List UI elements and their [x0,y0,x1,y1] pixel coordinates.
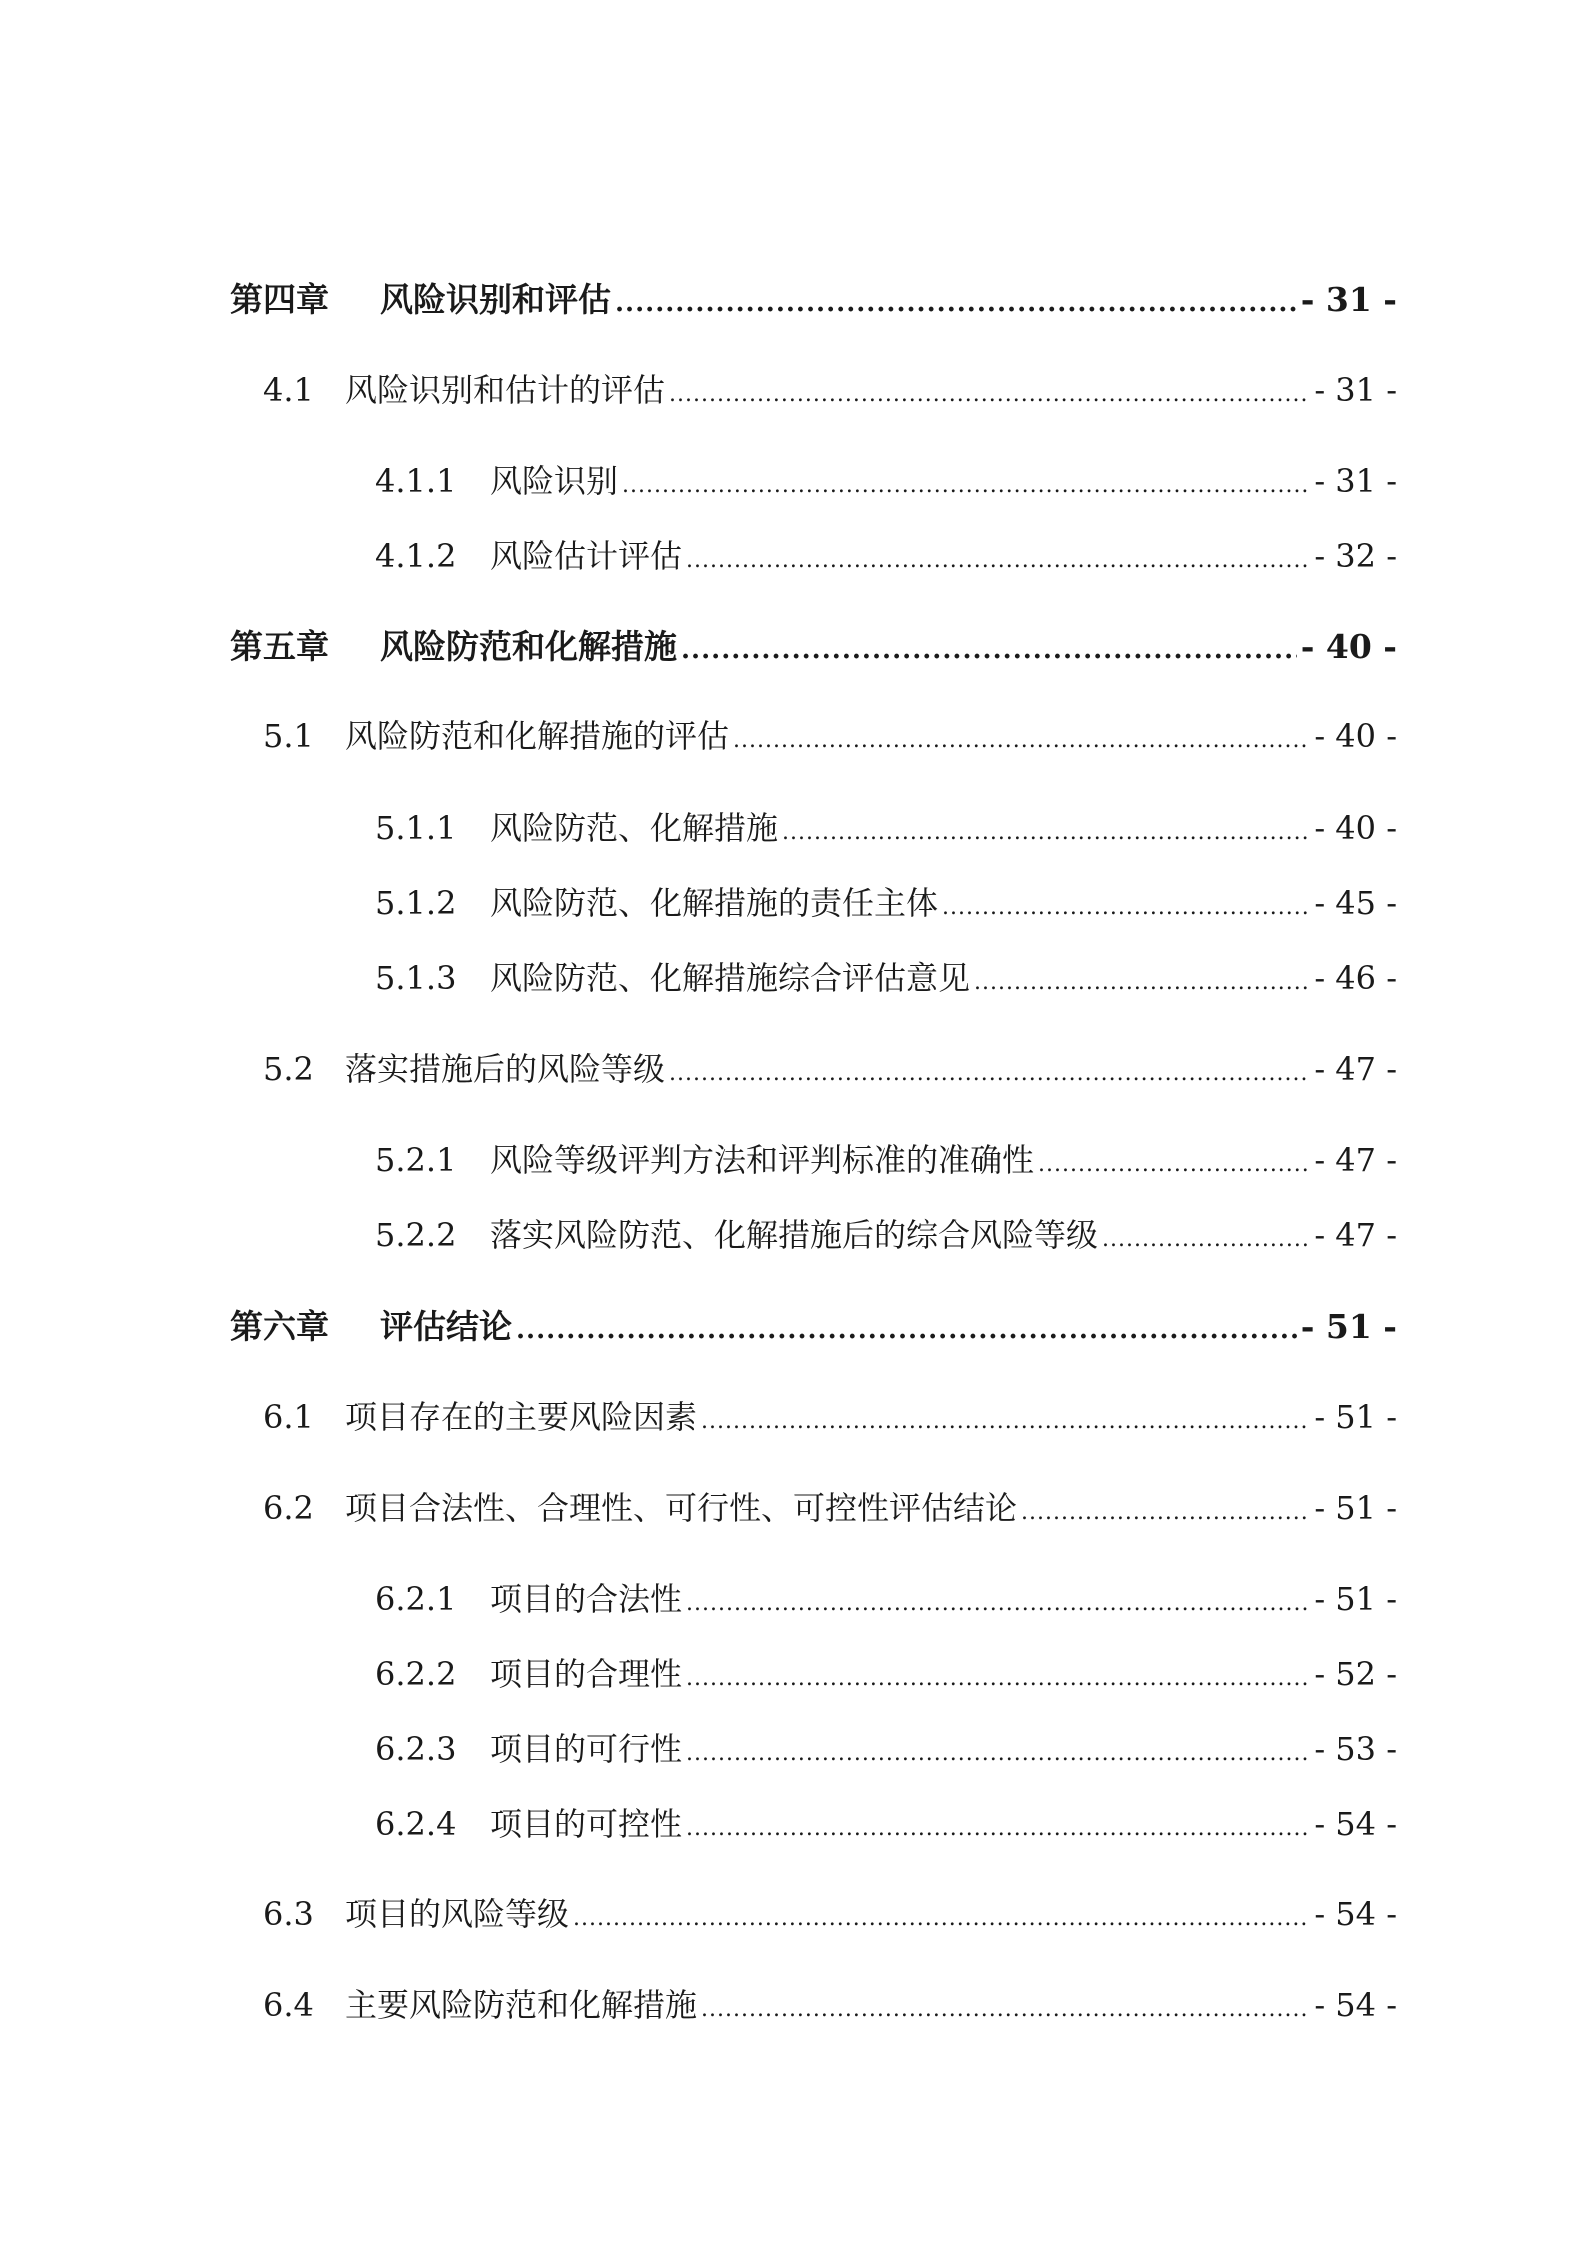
toc-entry-subsection-4-1-1[interactable] [375,462,1397,500]
toc-title: 项目的可控性 [490,1805,683,1843]
toc-page-number: - 31 - [1314,371,1397,409]
toc-number: 6.2 [263,1489,314,1527]
toc-page-number: - 40 - [1300,627,1397,666]
toc-entry-subsection-6-2-1[interactable] [375,1580,1397,1618]
toc-page-number: - 47 - [1314,1141,1397,1179]
toc-number: 6.2.3 [375,1730,457,1768]
toc-number: 6.2.2 [375,1655,457,1693]
toc-title: 风险识别和估计的评估 [345,371,666,409]
toc-title: 落实措施后的风险等级 [345,1050,666,1088]
toc-dot-leader [733,730,1310,752]
toc-title: 风险估计评估 [490,537,683,575]
toc-number: 5.2.1 [375,1141,457,1179]
toc-page-number: - 40 - [1314,717,1397,755]
toc-number: 6.3 [263,1895,314,1933]
toc-title: 项目的风险等级 [345,1895,570,1933]
toc-title: 风险防范和化解措施的评估 [345,717,730,755]
toc-page-number: - 51 - [1314,1580,1397,1618]
toc-page-number: - 51 - [1300,1307,1397,1346]
toc-dot-leader [516,1317,1297,1343]
toc-number: 4.1.2 [375,537,457,575]
toc-entry-subsection-4-1-2[interactable] [375,537,1397,575]
toc-number: 4.1.1 [375,462,457,500]
toc-entry-subsection-6-2-4[interactable] [375,1805,1397,1843]
toc-entry-subsection-5-1-2[interactable] [375,884,1397,922]
toc-title: 评估结论 [380,1307,512,1346]
toc-title: 风险防范和化解措施 [380,627,677,666]
toc-entry-section-5-2[interactable] [263,1050,1397,1088]
toc-page-number: - 54 - [1314,1895,1397,1933]
toc-dot-leader [1102,1229,1310,1251]
toc-dot-leader [701,1999,1310,2021]
toc-entry-section-6-4[interactable] [263,1986,1397,2024]
toc-number: 第六章 [230,1307,329,1346]
toc-page-number: - 31 - [1314,462,1397,500]
toc-number: 6.4 [263,1986,314,2024]
toc-dot-leader [701,1411,1310,1433]
toc-entry-section-6-2[interactable] [263,1489,1397,1527]
toc-entry-section-6-3[interactable] [263,1895,1397,1933]
toc-dot-leader [686,1818,1310,1840]
toc-title: 风险识别和评估 [380,280,611,319]
toc-page-number: - 47 - [1314,1216,1397,1254]
toc-dot-leader [782,822,1310,844]
toc-entry-chapter-4[interactable] [230,280,1397,319]
toc-page-number: - 46 - [1314,959,1397,997]
toc-dot-leader [622,475,1310,497]
toc-number: 5.1.2 [375,884,457,922]
toc-entry-section-6-1[interactable] [263,1398,1397,1436]
toc-number: 第四章 [230,280,329,319]
toc-number: 5.1.3 [375,959,457,997]
toc-dot-leader [974,972,1310,994]
toc-entry-subsection-6-2-3[interactable] [375,1730,1397,1768]
toc-page-number: - 45 - [1314,884,1397,922]
toc-title: 风险防范、化解措施综合评估意见 [490,959,971,997]
toc-page-number: - 32 - [1314,537,1397,575]
toc-entry-chapter-6[interactable] [230,1307,1397,1346]
toc-page-number: - 40 - [1314,809,1397,847]
toc-page-number: - 52 - [1314,1655,1397,1693]
toc-page-number: - 31 - [1300,280,1397,319]
toc-page-number: - 54 - [1314,1805,1397,1843]
toc-page-number: - 47 - [1314,1050,1397,1088]
toc-entry-subsection-5-1-1[interactable] [375,809,1397,847]
toc-dot-leader [1021,1502,1310,1524]
toc-entry-subsection-5-2-2[interactable] [375,1216,1397,1254]
toc-title: 风险防范、化解措施 [490,809,779,847]
toc-number: 5.2.2 [375,1216,457,1254]
toc-number: 6.2.4 [375,1805,457,1843]
toc-title: 项目的可行性 [490,1730,683,1768]
toc-entry-subsection-5-1-3[interactable] [375,959,1397,997]
toc-dot-leader [669,384,1310,406]
toc-title: 主要风险防范和化解措施 [345,1986,698,2024]
toc-dot-leader [686,1668,1310,1690]
toc-dot-leader [1038,1154,1310,1176]
toc-page-number: - 53 - [1314,1730,1397,1768]
toc-number: 5.2 [263,1050,314,1088]
toc-number: 4.1 [263,371,314,409]
toc-number: 5.1.1 [375,809,457,847]
toc-number: 6.1 [263,1398,314,1436]
toc-dot-leader [615,290,1297,316]
toc-dot-leader [686,1743,1310,1765]
toc-dot-leader [942,897,1310,919]
toc-number: 5.1 [263,717,314,755]
toc-entry-subsection-6-2-2[interactable] [375,1655,1397,1693]
toc-entry-subsection-5-2-1[interactable] [375,1141,1397,1179]
toc-entry-section-4-1[interactable] [263,371,1397,409]
toc-entry-chapter-5[interactable] [230,627,1397,666]
toc-title: 风险等级评判方法和评判标准的准确性 [490,1141,1035,1179]
toc-title: 风险识别 [490,462,619,500]
toc-number: 6.2.1 [375,1580,457,1618]
toc-page-number: - 51 - [1314,1489,1397,1527]
toc-entry-section-5-1[interactable] [263,717,1397,755]
toc-dot-leader [686,550,1310,572]
toc-dot-leader [573,1908,1310,1930]
toc-title: 风险防范、化解措施的责任主体 [490,884,939,922]
toc-dot-leader [669,1063,1310,1085]
toc-page-number: - 51 - [1314,1398,1397,1436]
toc-number: 第五章 [230,627,329,666]
toc-page-number: - 54 - [1314,1986,1397,2024]
toc-title: 落实风险防范、化解措施后的综合风险等级 [490,1216,1099,1254]
toc-title: 项目的合法性 [490,1580,683,1618]
toc-dot-leader [686,1593,1310,1615]
toc-title: 项目存在的主要风险因素 [345,1398,698,1436]
toc-title: 项目的合理性 [490,1655,683,1693]
toc-title: 项目合法性、合理性、可行性、可控性评估结论 [345,1489,1018,1527]
toc-dot-leader [681,637,1297,663]
